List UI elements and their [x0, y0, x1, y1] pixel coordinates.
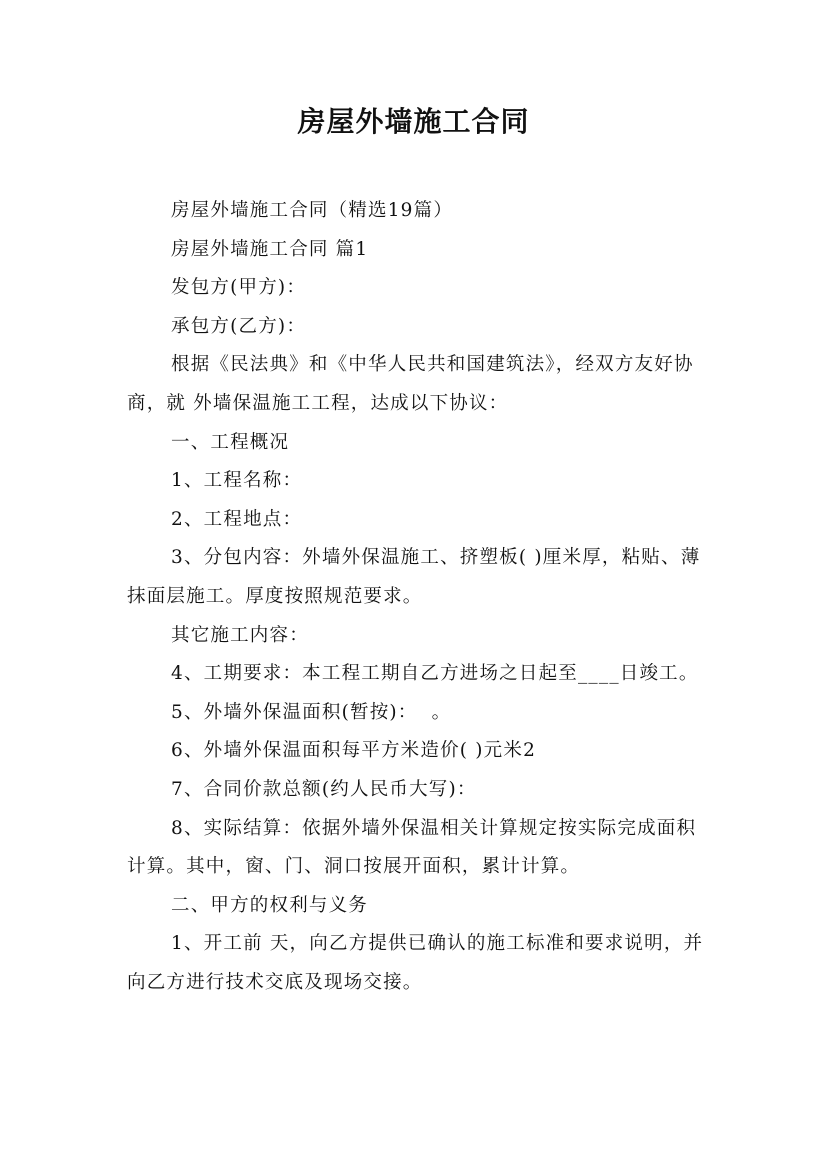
paragraph-settlement: 8、实际结算：依据外墙外保温相关计算规定按实际完成面积计算。其中，窗、门、洞口按展开面积，累计计算。: [127, 817, 697, 878]
paragraph-total-price: 7、合同价款总额(约人民币大写)：: [171, 778, 477, 800]
paragraph-schedule: 4、工期要求：本工程工期自乙方进场之日起至____日竣工。: [171, 663, 699, 685]
paragraph-subcontract-scope: 3、分包内容：外墙外保温施工、挤塑板( )厘米厚，粘贴、薄抹面层施工。厚度按照规范要求。: [127, 547, 701, 607]
paragraph-party-a: 发包方(甲方)：: [171, 277, 307, 299]
paragraph-heading-overview: 一、工程概况: [171, 431, 290, 453]
paragraph-preamble: 根据《民法典》和《中华人民共和国建筑法》，经双方友好协商，就 外墙保温施工工程，达成以下协议：: [127, 354, 694, 414]
document-title: 房屋外墙施工合同: [297, 105, 530, 138]
paragraph-subtitle: 房屋外墙施工合同（精选19篇）: [171, 200, 454, 221]
paragraph-other-work: 其它施工内容：: [171, 624, 309, 646]
paragraph-party-b: 承包方(乙方)：: [171, 315, 307, 337]
paragraph-party-a-obligation-1: 1、开工前 天，向乙方提供已确认的施工标准和要求说明，并向乙方进行技术交底及现场交接。: [127, 933, 704, 993]
document-body: [127, 192, 705, 1002]
paragraph-area: 5、外墙外保温面积(暂按)： 。: [171, 701, 452, 723]
paragraph-project-location: 2、工程地点：: [171, 508, 303, 530]
paragraph-unit-price: 6、外墙外保温面积每平方米造价( )元米2: [171, 740, 537, 762]
paragraph-heading-party-a-rights: 二、甲方的权利与义务: [171, 894, 369, 916]
paragraph-project-name: 1、工程名称：: [171, 470, 303, 492]
paragraph-section-heading: 房屋外墙施工合同 篇1: [171, 238, 369, 260]
